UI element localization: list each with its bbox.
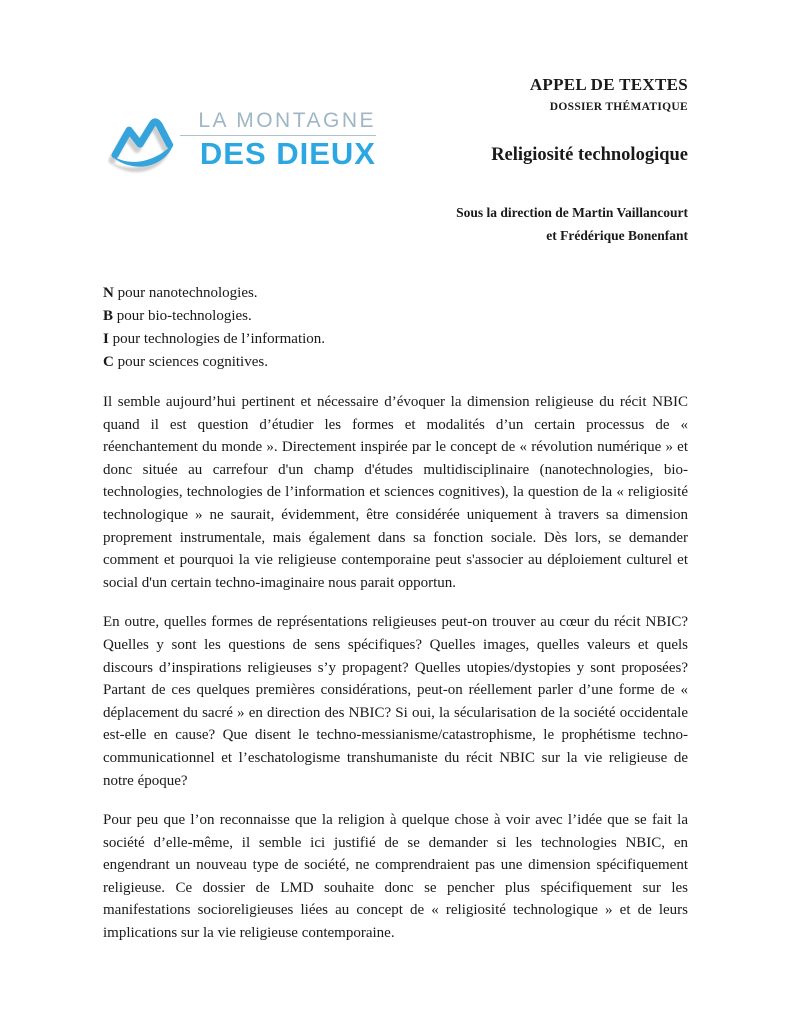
paragraph-conclusion: Pour peu que l’on reconnaisse que la religion à quelque chose à voir avec l’idée que se fait la société d’elle-même, il semble ici justifié de se demander si les technologies NBIC, en engendrant un nouveau type de société, ne comprendraient pas une dimension spécifiquement religieuse. Ce dossier de LMD souhaite donc se pencher plus spécifiquement sur les manifestations socioreligieuses liées au concept de « religiosité technologique » et de leurs implications sur la vie religieuse contemporaine. (103, 812, 688, 942)
logo-wordmark (180, 110, 376, 171)
list-item (103, 328, 688, 351)
acronym-text: pour nanotechnologies. (113, 285, 258, 301)
dossier-title: Religiosité technologique (491, 145, 688, 165)
masthead (530, 74, 688, 115)
thematic-dossier-subheading: DOSSIER THÉMATIQUE (549, 101, 688, 113)
acronym-letter: B (103, 308, 114, 324)
paragraph-intro: Il semble aujourd’hui pertinent et nécessaire d’évoquer la dimension religieuse du récit NBIC quand il est question d’étudier les formes et modalités d’un certain processus de « réenchantement du monde ». Directement inspirée par le concept de « révolution numérique » et donc située au carrefour d'un champ d'études multidisciplinaire (nanotechnologies, bio-technologies, technologies de l’information et sciences cognitives), la question de la « religiosité technologique » ne saurait, évidemment, être considérée uniquement à travers sa dimension proprement instrumentale, mais également dans sa fonction sociale. Dès lors, se demander comment et pourquoi la vie religieuse contemporaine peut s'associer au déploiement culturel et social d'un certain techno-imaginaire nous parait opportun. (103, 394, 688, 591)
acronym-text: pour technologies de l’information. (108, 331, 326, 347)
nbic-acronym-list (103, 282, 688, 374)
logo-line-la-montagne: LA MONTAGNE (180, 110, 376, 136)
editors-byline-line2: et Frédérique Bonenfant (546, 228, 688, 243)
editors-byline-line1: Sous la direction de Martin Vaillancourt (456, 205, 688, 220)
call-for-texts-heading: APPEL DE TEXTES (529, 75, 688, 94)
list-item (103, 305, 688, 328)
acronym-letter: I (103, 331, 109, 347)
acronym-letter: N (103, 285, 114, 301)
list-item (103, 282, 688, 305)
publisher-logo (108, 104, 378, 189)
mountain-logo-icon (108, 106, 186, 176)
acronym-text: pour bio-technologies. (113, 308, 252, 324)
editors-byline (456, 201, 688, 247)
logo-line-des-dieux: DES DIEUX (199, 136, 376, 171)
list-item (103, 351, 688, 374)
paragraph-questions: En outre, quelles formes de représentations religieuses peut-on trouver au cœur du récit NBIC? Quelles y sont les questions de sens spécifiques? Quelles images, quelles valeurs et quels discours d’inspirations religieuses s’y propagent? Quelles utopies/dystopies y sont proposées? Partant de ces quelques premières considérations, peut-on réellement parler d’une forme de « déplacement du sacré » en direction des NBIC? Si oui, la sécularisation de la société occidentale est-elle en cause? Que disent le techno-messianisme/catastrophisme, le prophétisme techno-communicationnel et l’eschatologisme transhumaniste du récit NBIC sur la vie religieuse de notre époque? (103, 614, 688, 789)
acronym-text: pour sciences cognitives. (113, 354, 268, 370)
acronym-letter: C (103, 354, 114, 370)
document-body (103, 282, 688, 945)
